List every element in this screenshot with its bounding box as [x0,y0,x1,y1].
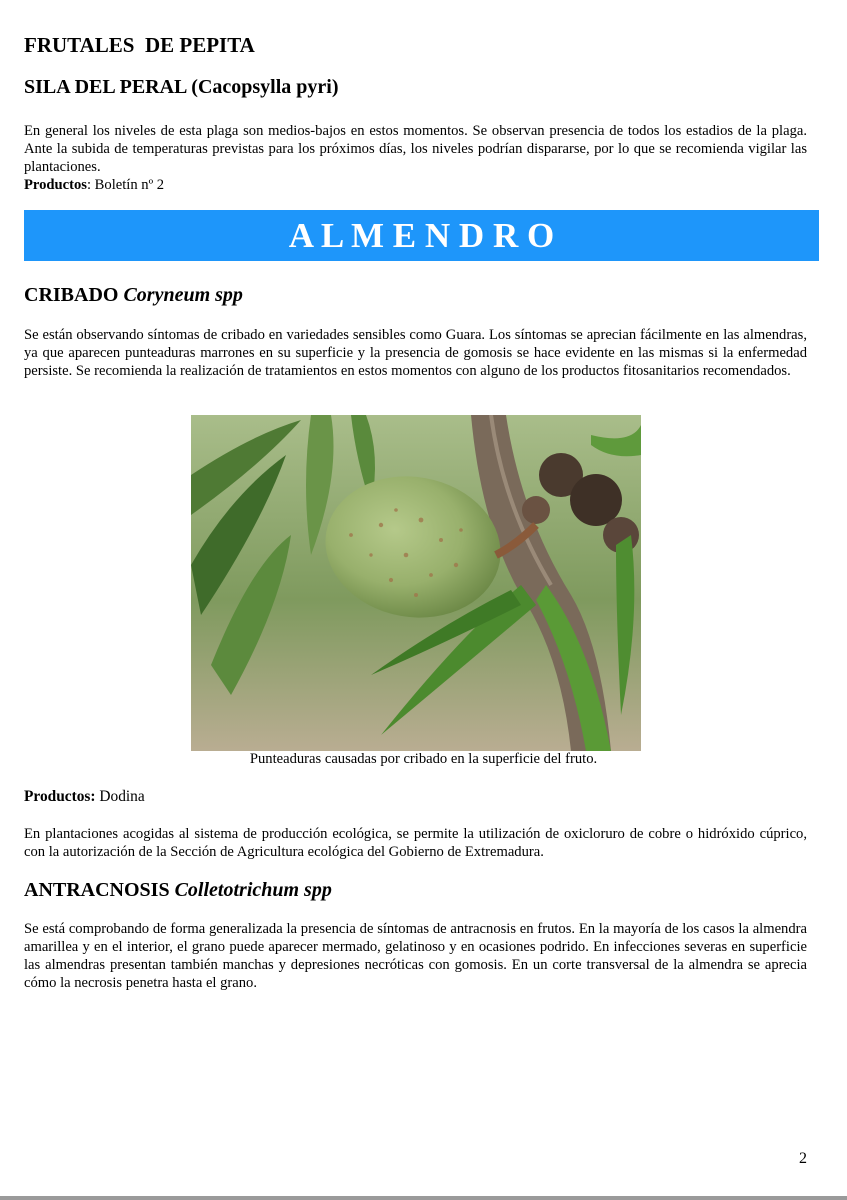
paragraph-sila: En general los niveles de esta plaga son medios-bajos en estos momentos. Se observan presencia de todos los estadios de la plaga. Ante la subida de temperaturas previstas para los próximos días, los niveles podrían dispararse, por lo que se recomienda vigilar las plantaciones. [24,123,807,175]
paragraph-antracnosis: Se está comprobando de forma generalizada la presencia de síntomas de antracnosis en frutos. En la mayoría de los casos la almendra amarillea y en el interior, el grano puede aparecer mermado, gelatinoso y en ocasiones podrido. En infecciones severas en superficie las almendras presentan también manchas y depresiones necróticas con gomosis. En un corte transversal de la almendra se aprecia cómo la necrosis penetra hasta el grano. [24,921,807,991]
heading-antracnosis [24,879,332,902]
products-value: : Boletín nº 2 [86,177,165,193]
products-value: Dodina [95,788,145,805]
paragraph-cribado: Se están observando síntomas de cribado en variedades sensibles como Guara. Los síntomas se aprecian fácilmente en las almendras, ya que aparecen punteaduras marrones en su superficie y la presencia de gomosis se hace evidente en las mismas si la enfermedad persiste. Se recomienda la realización de tratamientos en estos momentos con alguno de los productos fitosanitarios recomendados. [24,327,807,379]
heading-antracnosis-species: Colletotrichum spp [174,879,332,901]
products-line-sila [24,176,807,194]
almond-photo-illustration [191,415,641,751]
heading-cribado [24,284,243,307]
paragraph-ecologica: En plantaciones acogidas al sistema de producción ecológica, se permite la utilización de oxicloruro de cobre o hidróxido cúprico, con la autorización de la Sección de Agricultura ecológica del Gobierno de Extremadura. [24,826,807,860]
almond-fruit-photo [191,415,641,751]
heading-antracnosis-plain: ANTRACNOSIS [24,879,175,901]
heading-sila-del-peral: SILA DEL PERAL (Cacopsylla pyri) [24,76,339,98]
page-bottom-divider [0,1196,847,1200]
section-title-frutales: FRUTALES DE PEPITA [24,33,255,57]
products-label: Productos [24,177,87,193]
photo-caption: Punteaduras causadas por cribado en la superficie del fruto. [249,751,598,767]
page-number: 2 [799,1150,807,1167]
banner-title: A L M E N D R O [288,216,555,255]
banner-almendro [24,210,819,261]
heading-cribado-plain: CRIBADO [24,284,124,306]
products-label: Productos: [24,788,96,805]
products-line-cribado [24,788,807,806]
heading-cribado-species: Coryneum spp [123,284,243,306]
